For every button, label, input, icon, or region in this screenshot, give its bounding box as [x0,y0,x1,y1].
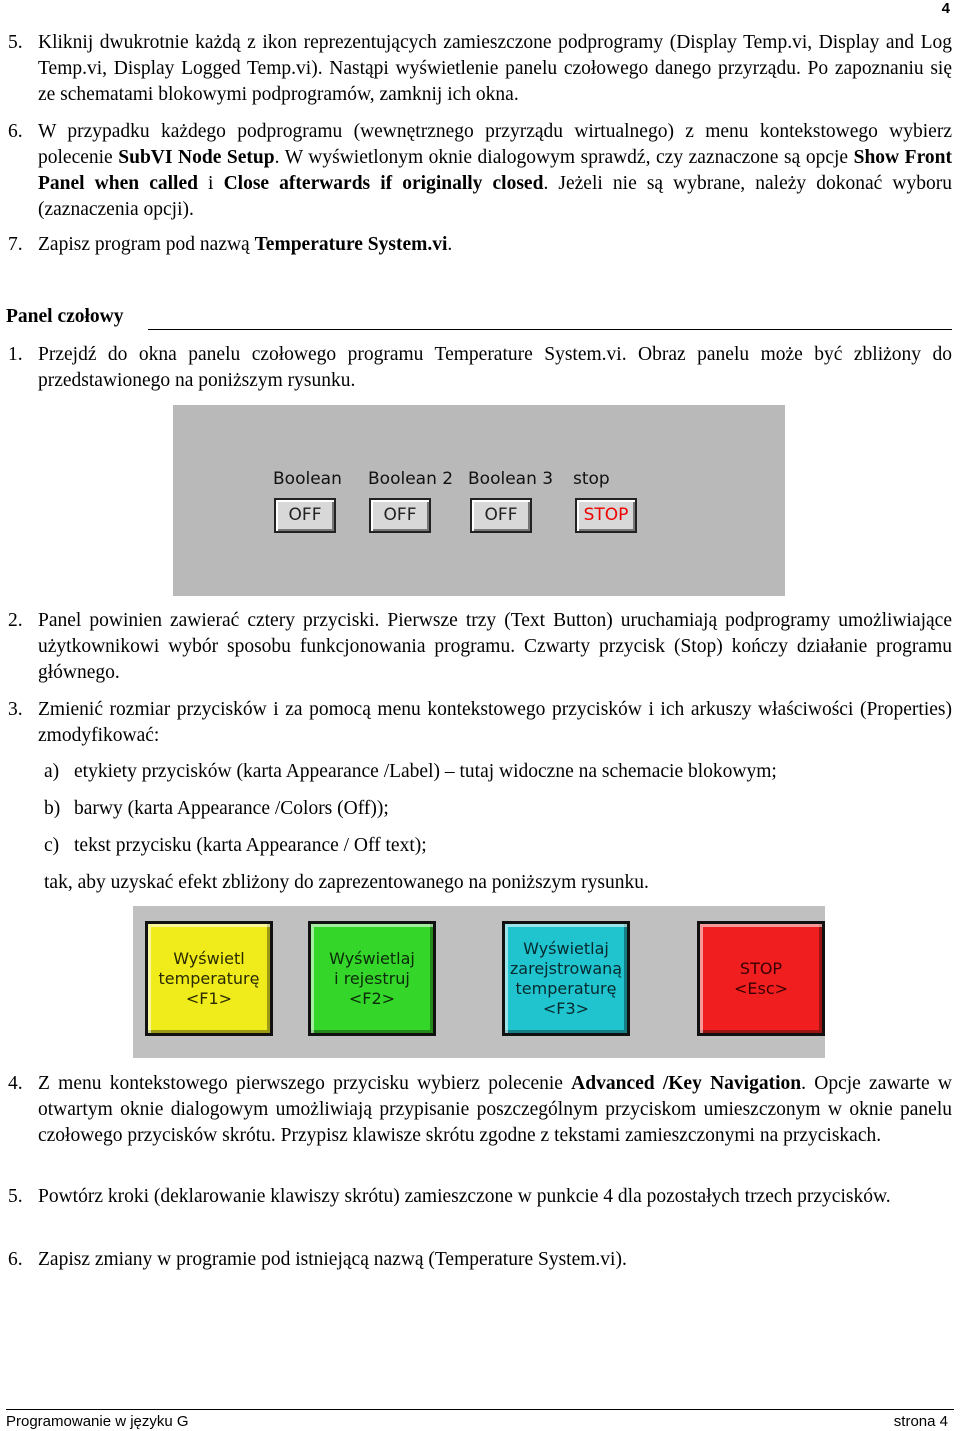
list-number: 5. [8,32,23,53]
text-run: Zapisz program pod nazwą [38,234,255,255]
sub-item-a [44,759,777,785]
bold-text: Close afterwards if originally closed [223,173,544,194]
stop-label: stop [573,469,610,489]
sub-letter: a) [44,761,60,782]
text-run: . Jeżeli nie są wybrane, należy dokonać wyboru (zaznaczenia opcji). [38,173,952,220]
text-run: Kliknij dwukrotnie każdą z ikon reprezentujących zamieszczone podprogramy (Display Temp.vi, Display and Log Temp.vi, Display Logged Temp.vi). Nastąpi wyświetlenie panelu czołowego danego przyrządu. Po zapoznaniu się ze schematami blokowymi podprogramów, zamknij ich okna. [38,32,952,105]
footer-right-text: strona 4 [893,1413,948,1430]
display-temp-button[interactable] [145,921,273,1036]
list-text: Przejdź do okna panelu czołowego programu Temperature System.vi. Obraz panelu może być zbliżony do przedstawionego na poniższym rysunku. [38,344,952,391]
list-text [38,1184,952,1210]
list-text [38,1247,952,1273]
list-item-7 [8,232,952,258]
text-run: Powtórz kroki (deklarowanie klawiszy skrótu) zamieszczone w punkcie 4 dla pozostałych trzech przycisków. [38,1186,891,1207]
text-run: Z menu kontekstowego pierwszego przycisku wybierz polecenie [38,1073,572,1094]
sub-text: tekst przycisku (karta Appearance / Off text); [74,835,427,856]
list-text: Panel powinien zawierać cztery przyciski. Pierwsze trzy (Text Button) uruchamiają podprogramy umożliwiające użytkownikowi wybór sposobu funkcjonowania programu. Czwarty przycisk (Stop) kończy działanie programu głównego. [38,610,952,683]
panel-item-1 [8,342,952,394]
sub-letter: b) [44,798,61,819]
footer-rule [6,1409,954,1410]
text-run: W przypadku każdego podprogramu (wewnętrznego przyrządu wirtualnego) z menu kontekstowego wybierz polecenie [38,121,952,168]
boolean-3-button[interactable]: OFF [470,498,532,533]
list-number: 4. [8,1073,23,1094]
list-number: 7. [8,234,23,255]
heading-underline [148,329,952,330]
button-text: STOP <Esc> [733,958,789,998]
list-number: 6. [8,121,23,142]
text-run: . W wyświetlonym oknie dialogowym sprawdź, czy zaznaczone są opcje [274,147,854,168]
button-text: Wyświetlaj i rejestruj <F2> [329,948,415,1008]
list-item-5 [8,30,952,108]
list-text [38,232,952,258]
list-text: Zmienić rozmiar przycisków i za pomocą menu kontekstowego przycisków i ich arkuszy właściwości (Properties) zmodyfikować: [38,699,952,746]
sub-text: barwy (karta Appearance /Colors (Off)); [74,798,389,819]
bold-text: Advanced /Key Navigation [571,1073,802,1094]
bold-text: SubVI Node Setup [118,147,275,168]
display-log-button[interactable] [308,921,436,1036]
sub-text: etykiety przycisków (karta Appearance /Label) – tutaj widoczne na schemacie blokowym; [74,761,777,782]
footer-left: Programowanie w języku G [6,1413,189,1430]
sub-tail: tak, aby uzyskać efekt zbliżony do zaprezentowanego na poniższym rysunku. [44,872,649,893]
panel-item-3 [8,697,952,749]
list-item-5b [8,1184,952,1210]
list-number: 1. [8,344,23,365]
list-item-4b [8,1071,952,1149]
list-text [38,30,952,108]
boolean-2-button[interactable]: OFF [369,498,431,533]
boolean-button[interactable]: OFF [274,498,336,533]
boolean-2-label: Boolean 2 [368,469,454,489]
text-run: i [197,173,224,194]
stop-button[interactable]: STOP [575,498,637,533]
display-logged-button[interactable] [502,921,630,1036]
button-text: Wyświetl temperaturę <F1> [158,948,260,1008]
panel-item-2 [8,608,952,686]
front-panel-screenshot-1 [173,405,785,596]
list-number: 5. [8,1186,23,1207]
list-number: 6. [8,1249,23,1270]
list-text [38,119,952,223]
button-text: Wyświetlaj zarejstrowaną temperaturę <F3> [509,938,623,1018]
text-run: . [447,234,453,255]
text-run: Zapisz zmiany w programie pod istniejącą nazwą (Temperature System.vi). [38,1249,627,1270]
footer-right [894,1413,948,1430]
bold-text: Show Front Panel when called [38,147,952,194]
sub-item-c [44,833,427,859]
stop-esc-button[interactable] [697,921,825,1036]
list-item-6b [8,1247,952,1273]
boolean-3-label: Boolean 3 [468,469,554,489]
list-text [38,1071,952,1149]
list-number: 3. [8,699,23,720]
text-run: . Opcje zawarte w otwartym oknie dialogowym umożliwiają przypisanie poszczególnym przyciskom umieszczonym w oknie panelu czołowego przycisków skrótu. Przypisz klawisze skrótu zgodne z tekstami zamieszczonymi na przyciskach. [38,1073,952,1146]
sub-letter: c) [44,835,60,856]
list-number: 2. [8,610,23,631]
sub-item-b [44,796,389,822]
list-item-6 [8,119,952,223]
bold-text: Temperature System.vi [254,234,448,255]
page-number: 4 [941,0,950,17]
section-heading: Panel czołowy [6,306,124,327]
boolean-label: Boolean [273,469,342,489]
front-panel-screenshot-2 [133,906,825,1058]
